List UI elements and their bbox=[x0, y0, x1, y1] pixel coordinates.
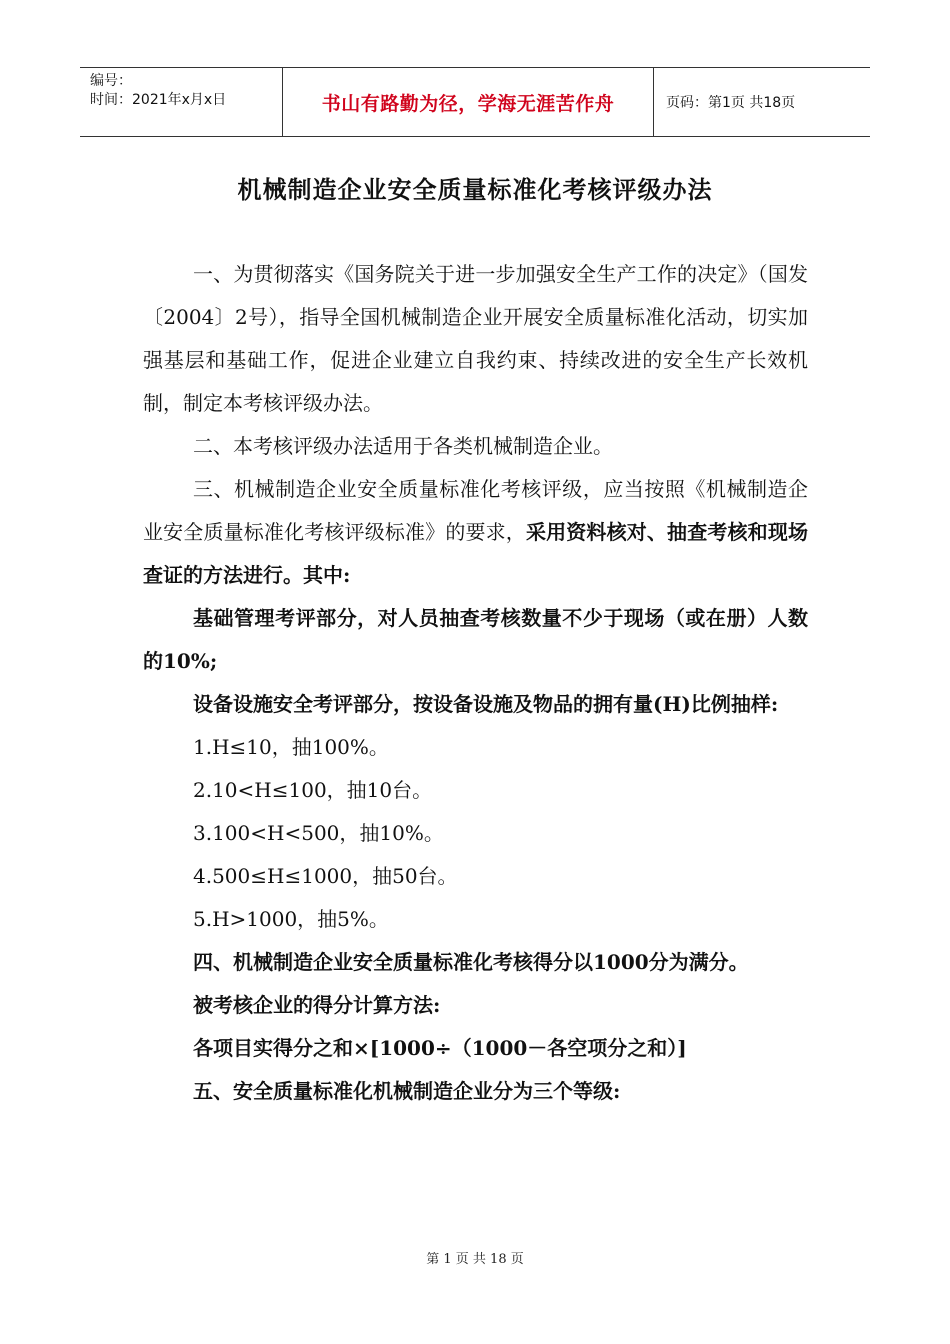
header-motto-cell bbox=[282, 68, 654, 136]
paragraph-5: 设备设施安全考评部分，按设备设施及物品的拥有量(H)比例抽样: bbox=[193, 692, 779, 716]
page-info-text: 页码：第1页 共18页 bbox=[666, 95, 796, 111]
sampling-rule-5: 5.H>1000，抽5%。 bbox=[193, 907, 389, 931]
sampling-rule-1: 1.H≤10，抽100%。 bbox=[193, 735, 389, 759]
paragraph-7: 被考核企业的得分计算方法: bbox=[193, 993, 441, 1017]
paragraph-8: 五、安全质量标准化机械制造企业分为三个等级: bbox=[193, 1079, 621, 1103]
sampling-rule-3: 3.100<H<500，抽10%。 bbox=[193, 821, 444, 845]
document-body bbox=[143, 253, 808, 1113]
paragraph-3-bold: 采用资料核对、抽查考核和现场查证的方法进行。其中: bbox=[143, 520, 808, 587]
paragraph-2: 二、本考核评级办法适用于各类机械制造企业。 bbox=[193, 434, 613, 458]
paragraph-3 bbox=[143, 468, 808, 597]
number-label: 编号： bbox=[90, 73, 132, 89]
paragraph-6: 四、机械制造企业安全质量标准化考核得分以1000分为满分。 bbox=[193, 950, 749, 974]
page-header bbox=[80, 67, 870, 137]
time-label: 时间：2021年x月x日 bbox=[90, 92, 227, 108]
paragraph-4: 基础管理考评部分，对人员抽查考核数量不少于现场（或在册）人数的10%; bbox=[143, 606, 808, 673]
sampling-rule-4: 4.500≤H≤1000，抽50台。 bbox=[193, 864, 458, 888]
header-page-info bbox=[654, 68, 870, 136]
paragraph-1: 一、为贯彻落实《国务院关于进一步加强安全生产工作的决定》（国发〔2004〕2号），指导全国机械制造企业开展安全质量标准化活动，切实加强基层和基础工作，促进企业建立自我约束、持续改进的安全生产长效机制，制定本考核评级办法。 bbox=[143, 262, 808, 415]
page-footer: 第 1 页 共 18 页 bbox=[426, 1252, 524, 1267]
paragraph-3-text: 三、机械制造企业安全质量标准化考核评级，应当按照《机械制造企业安全质量标准化考核评级标准》的要求， bbox=[143, 477, 808, 544]
document-title: 机械制造企业安全质量标准化考核评级办法 bbox=[237, 176, 713, 204]
motto-text: 书山有路勤为径，学海无涯苦作舟 bbox=[321, 92, 615, 115]
sampling-rule-2: 2.10<H≤100，抽10台。 bbox=[193, 778, 433, 802]
score-formula: 各项目实得分之和×[1000÷（1000－各空项分之和）] bbox=[193, 1036, 687, 1060]
header-meta bbox=[80, 68, 282, 136]
